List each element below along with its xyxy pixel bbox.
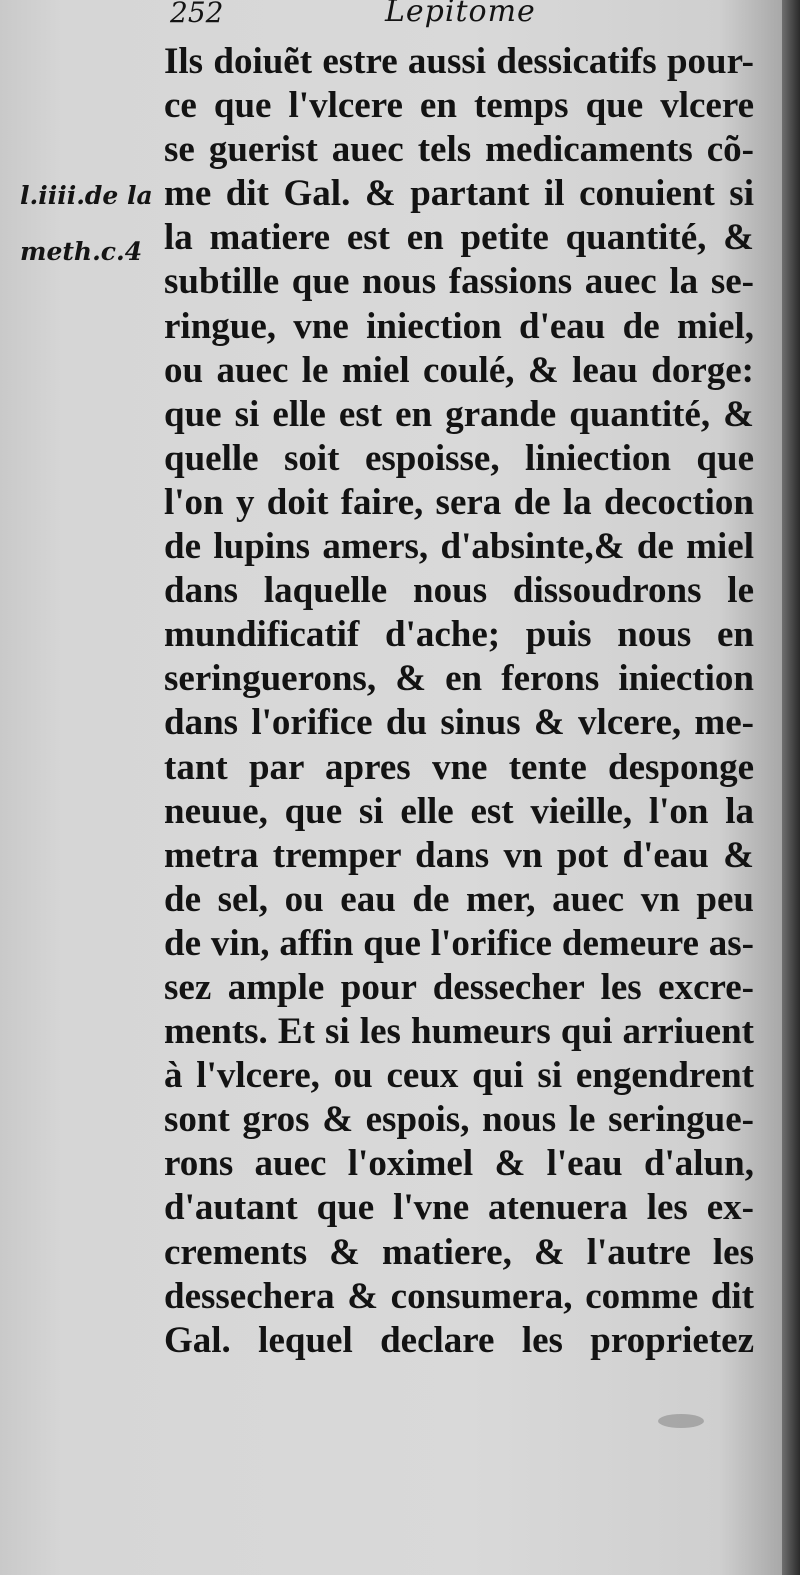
page-number: 252 [170,0,224,29]
text-line: dans laquelle nous dissoudrons le [164,570,754,612]
text-line: ce que l'vlcere en temps que vlcere [164,85,754,127]
text-line: dans l'orifice du sinus & vlcere, me- [164,702,754,744]
text-line: de lupins amers, d'absinte,& de miel [164,526,754,568]
text-line: l'on y doit faire, sera de la decoction [164,481,754,523]
text-line: ringue, vne iniection d'eau de miel, [164,305,754,347]
text-line: se guerist auec tels medicaments cõ- [164,129,754,171]
text-line: dessechera & consumera, comme dit [164,1275,754,1317]
text-line: Ils doiuẽt estre aussi dessicatifs pour- [164,41,754,82]
body-text [164,40,754,1363]
text-line: quelle soit espoisse, liniection que [164,437,754,479]
margin-note [20,168,160,280]
text-line: sont gros & espois, nous le seringue- [164,1099,754,1141]
text-line: de sel, ou eau de mer, auec vn peu [164,878,754,920]
text-line: tant par apres vne tente desponge [164,746,754,788]
margin-note-line: l.iiii.de la [20,181,153,210]
text-line: rons auec l'oximel & l'eau d'alun, [164,1143,754,1185]
text-line: que si elle est en grande quantité, & [164,393,754,435]
text-line: la matiere est en petite quantité, & [164,217,754,259]
text-line: crements & matiere, & l'autre les [164,1231,754,1273]
page-edge-shadow [782,0,800,1575]
text-line: à l'vlcere, ou ceux qui si engendrent [164,1055,754,1097]
running-head: Lepitome [385,0,536,29]
text-line: me dit Gal. & partant il conuient si [164,173,754,215]
text-line: seringuerons, & en ferons iniection [164,658,754,700]
text-line: mundificatif d'ache; puis nous en [164,614,754,656]
ink-smudge [658,1414,704,1428]
page-header [160,0,760,36]
text-line: neuue, que si elle est vieille, l'on la [164,790,754,832]
text-line: ou auec le miel coulé, & leau dorge: [164,349,754,391]
text-line: d'autant que l'vne atenuera les ex- [164,1187,754,1229]
text-line: subtille que nous fassions auec la se- [164,261,754,303]
text-line: Gal. lequel declare les proprietez [164,1319,754,1361]
text-line: de vin, affin que l'orifice demeure as- [164,922,754,964]
margin-note-line: meth.c.4 [20,237,143,266]
text-line: sez ample pour dessecher les excre- [164,966,754,1008]
text-line: metra tremper dans vn pot d'eau & [164,834,754,876]
text-line: ments. Et si les humeurs qui arriuent [164,1011,754,1053]
